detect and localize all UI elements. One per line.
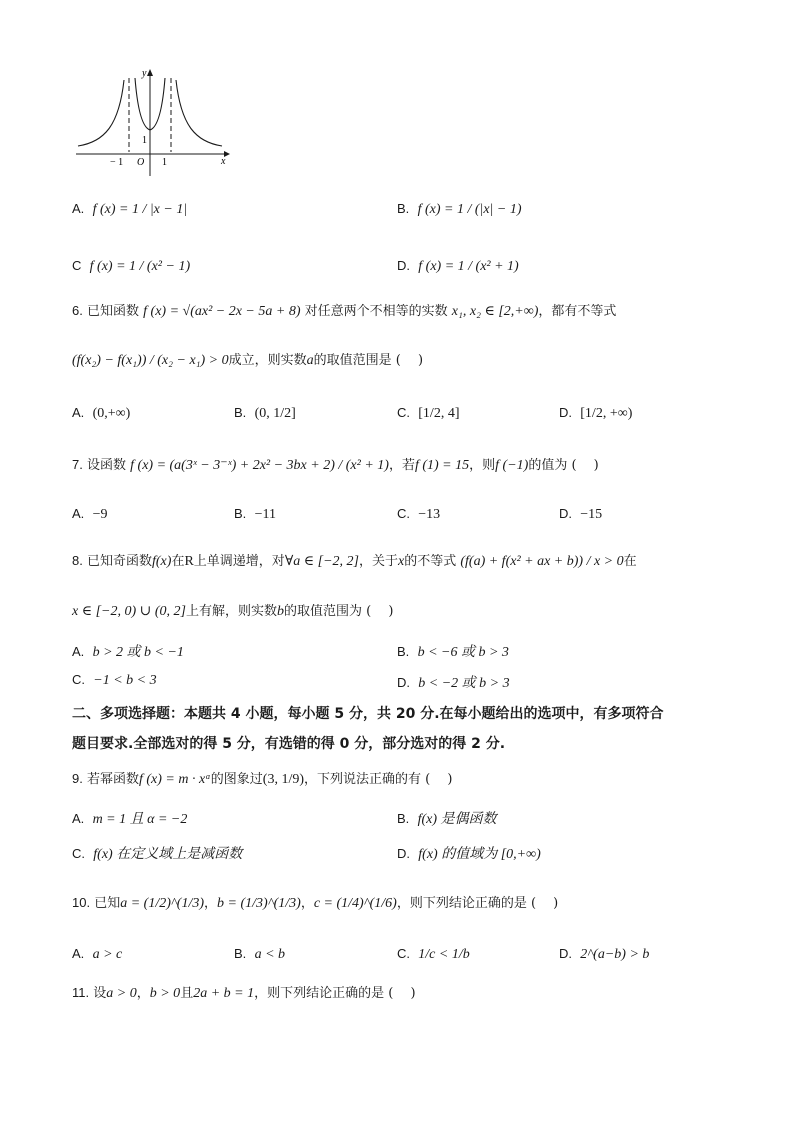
q6-condition: (f(x₂) − f(x₁)) / (x₂ − x₁) > 0	[72, 353, 229, 368]
q7-option-d[interactable]: D. −15	[559, 506, 603, 522]
q8-stem-line1: 8. 已知奇函数f(x)在R上单调递增，对∀a ∈ [−2, 2]，关于x的不等式 (f(a) + f(x² + ax + b)) / x > 0在	[72, 553, 637, 569]
q5-option-b-expr: f (x) = 1 / (|x| − 1)	[417, 202, 522, 217]
q7-function: f (x) = (a(3ˣ − 3⁻ˣ) + 2x² − 3bx + 2) / (x² + 1)	[130, 458, 389, 473]
q8-option-b[interactable]: B. b < −6 或 b > 3	[397, 644, 509, 660]
q6-option-b[interactable]: B. (0, 1/2]	[234, 405, 296, 421]
function-graph	[74, 66, 230, 178]
q7-option-c[interactable]: C. −13	[397, 506, 441, 522]
q10-stem: 10. 已知a = (1/2)^(1/3)，b = (1/3)^(1/3)，c = (1/4)^(1/6)，则下列结论正确的是 ( )	[72, 895, 559, 911]
q6-option-d[interactable]: D. [1/2, +∞)	[559, 405, 633, 421]
q7-option-a[interactable]: A. −9	[72, 506, 108, 522]
q11-stem: 11. 设a > 0，b > 0且2a + b = 1，则下列结论正确的是 ( )	[72, 985, 416, 1001]
curve-right-branch	[176, 80, 222, 146]
tick-neg1: − 1	[110, 157, 124, 168]
q5-option-b[interactable]: B. f (x) = 1 / (|x| − 1)	[397, 201, 522, 217]
q8-stem-line2: x ∈ [−2, 0) ∪ (0, 2]上有解，则实数b的取值范围为 ( )	[72, 604, 394, 619]
q5-option-d-expr: f (x) = 1 / (x² + 1)	[418, 259, 519, 274]
q9-option-d[interactable]: D. f(x) 的值域为 [0,+∞)	[397, 846, 541, 862]
x-label: x	[221, 156, 226, 167]
q9-option-c[interactable]: C. f(x) 在定义域上是减函数	[72, 846, 243, 862]
q5-option-a-expr: f (x) = 1 / |x − 1|	[92, 202, 188, 217]
q9-option-b[interactable]: B. f(x) 是偶函数	[397, 811, 497, 827]
q10-option-b[interactable]: B. a < b	[234, 946, 286, 962]
section2-heading-line1: 二、多项选择题：本题共 4 小题，每小题 5 分，共 20 分.在每小题给出的选项中，有多项符合	[72, 706, 664, 722]
q7-option-b[interactable]: B. −11	[234, 506, 276, 522]
tick-y1: 1	[142, 135, 147, 146]
y-label: y	[142, 68, 147, 79]
q6-option-a[interactable]: A. (0,+∞)	[72, 405, 131, 421]
q5-option-c[interactable]: C f (x) = 1 / (x² − 1)	[72, 258, 191, 274]
q6-option-c[interactable]: C. [1/2, 4]	[397, 405, 460, 421]
q6-stem-line2: (f(x₂) − f(x₁)) / (x₂ − x₁) > 0成立，则实数a的取值范围是 ( )	[72, 353, 424, 368]
y-axis-arrow	[147, 69, 153, 76]
q6-vars: x₁, x₂ ∈ [2,+∞)	[451, 304, 539, 319]
q9-option-a[interactable]: A. m = 1 且 α = −2	[72, 811, 188, 827]
q8-option-a[interactable]: A. b > 2 或 b < −1	[72, 644, 184, 660]
q5-option-d[interactable]: D. f (x) = 1 / (x² + 1)	[397, 258, 519, 274]
q6-function: f (x) = √(ax² − 2x − 5a + 8)	[143, 304, 301, 319]
q7-stem: 7. 设函数 f (x) = (a(3ˣ − 3⁻ˣ) + 2x² − 3bx + 2) / (x² + 1)，若f (1) = 15，则f (−1)的值为 ( )	[72, 457, 599, 473]
q9-stem: 9. 若幂函数f (x) = m · xᵅ的图象过(3, 1/9)，下列说法正确的有 ( )	[72, 771, 453, 787]
section2-heading-line2: 题目要求.全部选对的得 5 分，有选错的得 0 分，部分选对的得 2 分.	[72, 736, 506, 752]
q8-option-c[interactable]: C. −1 < b < 3	[72, 672, 157, 688]
origin-label: O	[137, 157, 145, 168]
q5-option-a[interactable]: A. f (x) = 1 / |x − 1|	[72, 201, 188, 217]
tick-pos1: 1	[162, 157, 167, 168]
q10-option-a[interactable]: A. a > c	[72, 946, 123, 962]
q6-stem-line1: 6. 已知函数 f (x) = √(ax² − 2x − 5a + 8) 对任意两个不相等的实数 x₁, x₂ ∈ [2,+∞)，都有不等式	[72, 303, 617, 319]
q10-option-d[interactable]: D. 2^(a−b) > b	[559, 946, 650, 962]
curve-left-branch	[78, 80, 124, 146]
q5-option-c-expr: f (x) = 1 / (x² − 1)	[89, 259, 191, 274]
q8-option-d[interactable]: D. b < −2 或 b > 3	[397, 675, 510, 691]
q8-inequality: (f(a) + f(x² + ax + b)) / x > 0	[460, 554, 624, 569]
q10-option-c[interactable]: C. 1/c < 1/b	[397, 946, 470, 962]
